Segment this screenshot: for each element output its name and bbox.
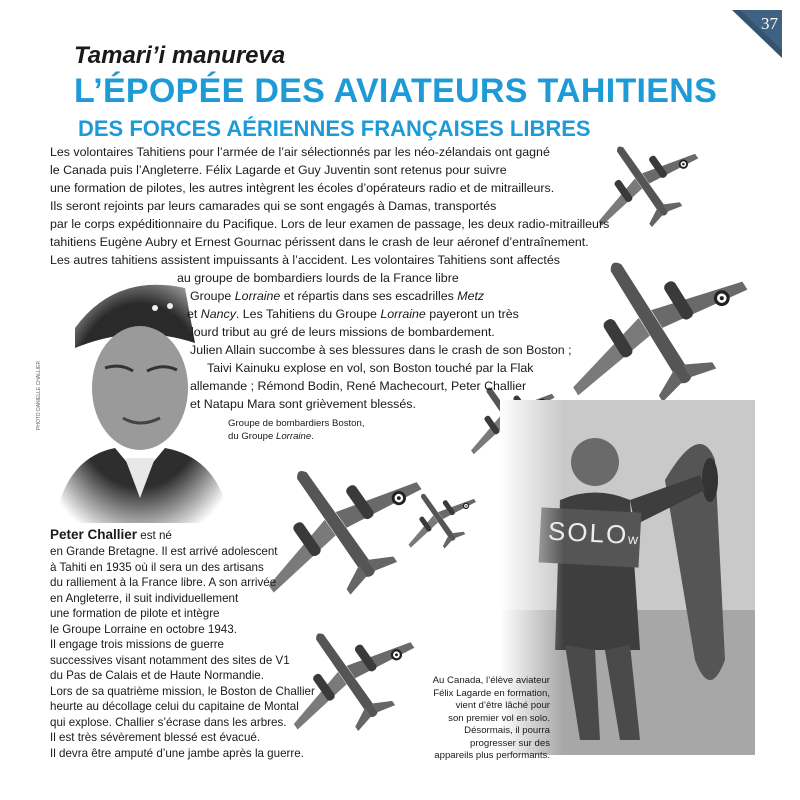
bio-line: Lors de sa quatrième mission, le Boston de Challier — [50, 684, 315, 698]
intro-line: et Natapu Mara sont grièvement blessés. — [190, 397, 416, 411]
bio-heading: Peter Challier est né — [50, 527, 172, 542]
intro-line: Julien Allain succombe à ses blessures dans le crash de son Boston ; — [190, 343, 572, 357]
photo-credit: PHOTO DANIELLE CHALLIER — [36, 360, 42, 430]
intro-line: Taivi Kainuku explose en vol, son Boston touché par la Flak — [207, 361, 534, 375]
bio-line: en Grande Bretagne. Il est arrivé adolescent — [50, 545, 278, 558]
bio-line: une formation de pilote et intègre — [50, 607, 220, 620]
intro-line: au groupe de bombardiers lourds de la France libre — [177, 271, 459, 285]
bio-line: du ralliement à la France libre. A son arrivée — [50, 576, 277, 589]
intro-line: allemande ; Rémond Bodin, René Machecourt, Peter Challier — [190, 379, 527, 393]
intro-line: Ils seront rejoints par leurs camarades qui se sont engagés à Damas, transportés — [50, 199, 497, 213]
bio-line: successives visant notamment des sites de V1 — [50, 653, 290, 667]
page-subtitle: DES FORCES AÉRIENNES FRANÇAISES LIBRES — [78, 116, 591, 141]
bomber-plane — [389, 471, 487, 564]
bio-line: du Pas de Calais et de Haute Normandie. — [50, 669, 264, 682]
bio-line: Il devra être amputé d’une jambe après la guerre. — [50, 746, 304, 760]
kicker: Tamari’i manureva — [74, 42, 286, 69]
bomber-plane — [259, 593, 435, 759]
intro-line: tahitiens Eugène Aubry et Ernest Gournac périssent dans le crash de leur aéronef d’entraînement. — [50, 235, 589, 249]
bio-line: qui explose. Challier s’écrase dans les arbres. — [50, 715, 287, 729]
bio-name: Peter Challier — [50, 527, 138, 542]
intro-line: Les autres tahitiens assistent impuissants à l’accident. Les volontaires Tahitiens sont affectés — [50, 253, 560, 267]
intro-line: par le corps expéditionnaire du Pacifique. Lors de leur examen de passage, les deux radio-mitrailleurs — [50, 217, 610, 231]
bombers-caption: Groupe de bombardiers Boston, du Groupe Lorraine. — [228, 418, 365, 442]
solo-sign-text: SOLOw — [547, 515, 641, 550]
intro-line: une formation de pilotes, les autres intègrent les écoles d’opérateurs radio et de mitrailleurs. — [50, 181, 555, 195]
bio-line: Il engage trois missions de guerre — [50, 638, 224, 651]
intro-line: Groupe Lorraine et répartis dans ses escadrilles Metz — [190, 289, 485, 303]
intro-line: Les volontaires Tahitiens pour l’armée de l’air sélectionnés par les néo-zélandais ont gagné — [50, 145, 550, 159]
intro-line: et Nancy. Les Tahitiens du Groupe Lorraine payeront un très — [187, 307, 519, 321]
bio-line: le Groupe Lorraine en octobre 1943. — [50, 622, 237, 636]
page-title: L’ÉPOPÉE DES AVIATEURS TAHITIENS — [74, 72, 718, 110]
bomber-plane — [225, 420, 448, 630]
solo-caption: Au Canada, l’élève aviateur Félix Lagarde en formation, vient d’être lâché pour son premier vol en solo. Désormais, il pourra progresser sur des appareils plus performants. — [432, 675, 550, 761]
bio-line: en Angleterre, il suit individuellement — [50, 591, 239, 605]
bio-line: Il est très sévèrement blessé est évacué. — [50, 731, 261, 744]
bio-line: à Tahiti en 1935 où il sera un des artisans — [50, 560, 264, 574]
page-number: 37 — [761, 14, 778, 33]
intro-line: lourd tribut au gré de leurs missions de bombardement. — [191, 325, 495, 339]
intro-line: le Canada puis l’Angleterre. Félix Lagarde et Guy Juventin sont retenus pour suivre — [50, 163, 507, 177]
bio-line: heurte au décollage celui du capitaine de Montal — [50, 700, 299, 713]
